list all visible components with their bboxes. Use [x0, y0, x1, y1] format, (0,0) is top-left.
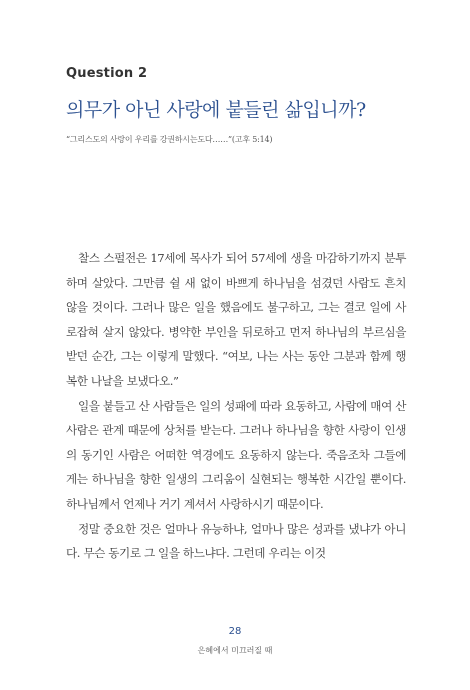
body-text: [66, 246, 406, 566]
book-title: 은혜에서 미끄러질 때: [197, 646, 273, 655]
paragraph-2: 일을 붙들고 산 사람들은 일의 성패에 따라 요동하고, 사람에 매여 산 사람은 관계 때문에 상처를 받는다. 그러나 하나님을 향한 사랑이 인생의 동기인 사람은 어떠한 역경에도 요동하지 않는다. 죽음조차 그들에게는 하나님을 향한 일생의 그리움이 실현되는 행복한 시간일 뿐이다. 하나님께서 언제나 거기 계셔서 사랑하시기 때문이다.: [66, 398, 406, 511]
chapter-title: 의무가 아닌 사랑에 붙들린 삶입니까?: [66, 99, 366, 121]
page-number: 28: [228, 626, 242, 637]
paragraph-1: 찰스 스펄전은 17세에 목사가 되어 57세에 생을 마감하기까지 분투하며 살았다. 그만큼 쉴 새 없이 바쁘게 하나님을 섬겼던 사람도 흔치 않을 것이다. 그러나 많은 일을 했음에도 불구하고, 그는 결코 일에 사로잡혀 살지 않았다. 병약한 부인을 뒤로하고 먼저 하나님의 부르심을 받던 순간, 그는 이렇게 말했다. “여보, 나는 사는 동안 그분과 함께 행복한 나날을 보냈다오.”: [66, 251, 406, 388]
question-label: Question 2: [66, 66, 148, 81]
scripture-verse: “그리스도의 사랑이 우리를 강권하시는도다……”(고후 5:14): [66, 135, 273, 144]
paragraph-3: 정말 중요한 것은 얼마나 유능하냐, 얼마나 많은 성과를 냈냐가 아니다. 무슨 동기로 그 일을 하느냐다. 그런데 우리는 이것: [66, 521, 406, 561]
